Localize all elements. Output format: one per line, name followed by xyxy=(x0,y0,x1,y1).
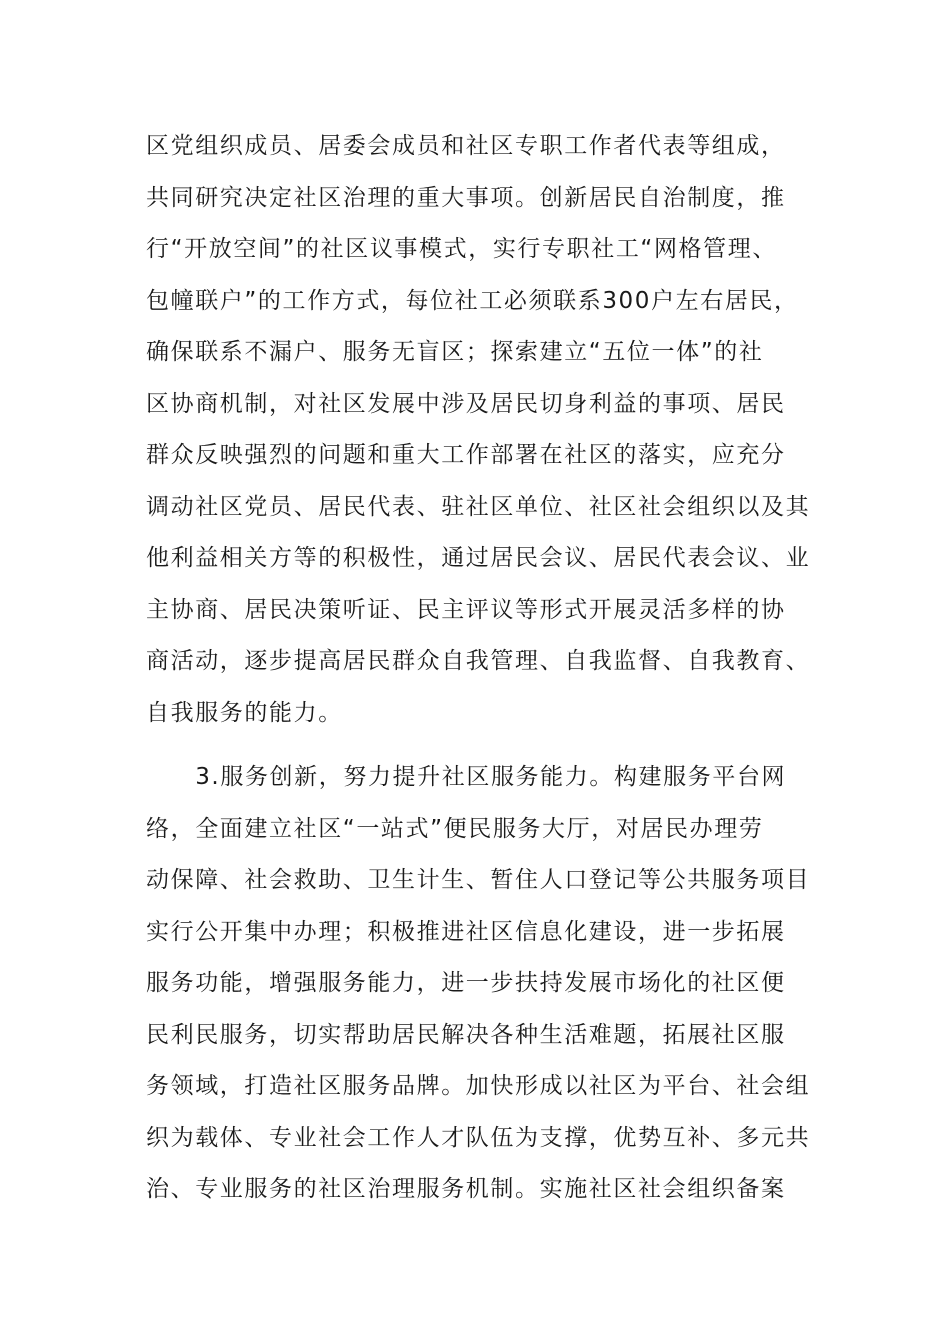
text-line: 商活动，逐步提高居民群众自我管理、自我监督、自我教育、 xyxy=(146,648,811,674)
text-line: 自我服务的能力。 xyxy=(146,699,343,726)
text-line: 务领域，打造社区服务品牌。加快形成以社区为平台、社会组 xyxy=(146,1073,811,1099)
text-line: 络，全面建立社区“一站式”便民服务大厅，对居民办理劳 xyxy=(146,815,764,842)
text-line: 治、专业服务的社区治理服务机制。实施社区社会组织备案 xyxy=(146,1176,786,1202)
text-line: 包幢联户”的工作方式，每位社工必须联系300户左右居民， xyxy=(146,287,799,314)
text-line: 调动社区党员、居民代表、驻社区单位、社区社会组织以及其 xyxy=(146,493,811,520)
text-line: 他利益相关方等的积极性，通过居民会议、居民代表会议、业 xyxy=(146,545,811,571)
paragraph-community-self-governance xyxy=(146,121,826,739)
text-line: 3.服务创新，努力提升社区服务能力。构建服务平台网 xyxy=(146,764,787,790)
text-line: 民利民服务，切实帮助居民解决各种生活难题，拓展社区服 xyxy=(146,1021,786,1048)
text-line: 共同研究决定社区治理的重大事项。创新居民自治制度，推 xyxy=(146,184,786,211)
text-line: 实行公开集中办理；积极推进社区信息化建设，进一步拓展 xyxy=(146,918,786,945)
text-line: 区党组织成员、居委会成员和社区专职工作者代表等组成， xyxy=(146,133,786,159)
text-line: 区协商机制，对社区发展中涉及居民切身利益的事项、居民 xyxy=(146,390,786,417)
text-line: 织为载体、专业社会工作人才队伍为支撑，优势互补、多元共 xyxy=(146,1124,811,1151)
text-line: 动保障、社会救助、卫生计生、暂住人口登记等公共服务项目 xyxy=(146,867,811,893)
paragraph-service-innovation xyxy=(146,752,826,1216)
text-line: 行“开放空间”的社区议事模式，实行专职社工“网格管理、 xyxy=(146,236,777,262)
text-line: 服务功能，增强服务能力，进一步扶持发展市场化的社区便 xyxy=(146,970,786,996)
text-line: 群众反映强烈的问题和重大工作部署在社区的落实，应充分 xyxy=(146,442,786,468)
text-line: 确保联系不漏户、服务无盲区；探索建立“五位一体”的社 xyxy=(146,339,764,365)
text-line: 主协商、居民决策听证、民主评议等形式开展灵活多样的协 xyxy=(146,596,786,623)
